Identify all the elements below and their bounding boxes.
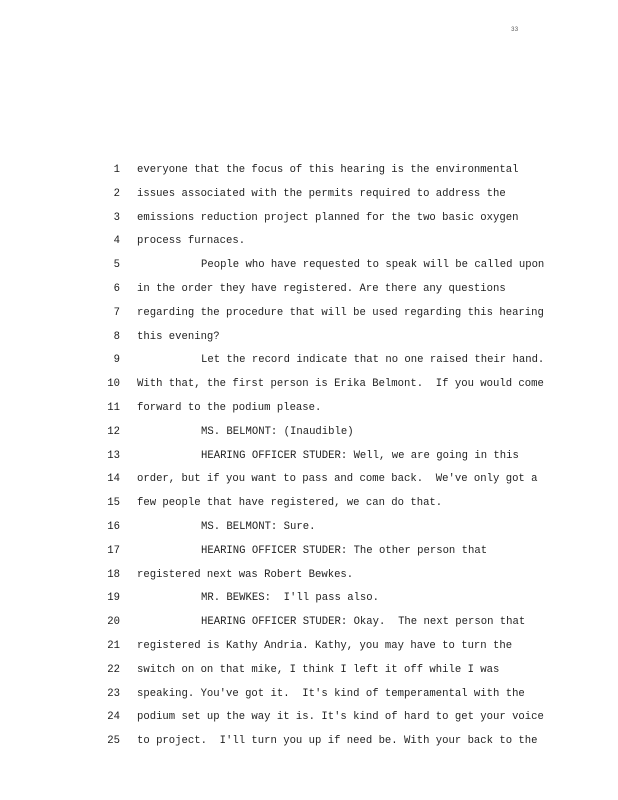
transcript-line: [0, 349, 618, 373]
transcript-line: [0, 230, 618, 254]
line-text: this evening?: [137, 330, 220, 343]
line-text: switch on on that mike, I think I left it off while I was: [137, 663, 500, 676]
transcript-line: [0, 445, 618, 469]
line-text: HEARING OFFICER STUDER: Well, we are going in this: [201, 449, 519, 462]
line-number: 21: [107, 639, 120, 652]
line-number: 16: [107, 520, 120, 533]
line-text: issues associated with the permits required to address the: [137, 187, 506, 200]
transcript-line: [0, 611, 618, 635]
line-number: 20: [107, 616, 120, 629]
line-text: process furnaces.: [137, 235, 246, 248]
transcript-line: [0, 683, 618, 707]
line-text: Let the record indicate that no one raised their hand.: [201, 354, 545, 367]
line-text: few people that have registered, we can do that.: [137, 497, 443, 510]
line-number: 17: [107, 544, 120, 557]
line-text: to project. I'll turn you up if need be. With your back to the: [137, 735, 538, 748]
transcript-line: [0, 373, 618, 397]
line-number: 13: [107, 449, 120, 462]
line-number: 18: [107, 568, 120, 581]
line-text: in the order they have registered. Are there any questions: [137, 282, 506, 295]
line-text: order, but if you want to pass and come back. We've only got a: [137, 473, 538, 486]
transcript-line: [0, 564, 618, 588]
line-number: 3: [113, 211, 120, 224]
transcript-line: [0, 730, 618, 754]
line-number: 8: [113, 330, 120, 343]
transcript-line: [0, 468, 618, 492]
line-text: HEARING OFFICER STUDER: Okay. The next person that: [201, 616, 526, 629]
line-number: 2: [113, 187, 120, 200]
line-number: 4: [113, 235, 120, 248]
transcript-line: [0, 492, 618, 516]
transcript-line: [0, 278, 618, 302]
line-text: MS. BELMONT: (Inaudible): [201, 425, 354, 438]
transcript-line: [0, 254, 618, 278]
line-number: 12: [107, 425, 120, 438]
transcript-line: [0, 421, 618, 445]
line-number: 22: [107, 663, 120, 676]
line-number: 23: [107, 687, 120, 700]
transcript-line: [0, 207, 618, 231]
line-text: MR. BEWKES: I'll pass also.: [201, 592, 380, 605]
line-number: 9: [113, 354, 120, 367]
transcript-line: [0, 635, 618, 659]
page-number: 33: [511, 26, 519, 33]
line-number: 7: [113, 306, 120, 319]
line-text: registered next was Robert Bewkes.: [137, 568, 354, 581]
line-number: 5: [113, 259, 120, 272]
line-number: 25: [107, 735, 120, 748]
line-text: MS. BELMONT: Sure.: [201, 520, 316, 533]
transcript-line: [0, 659, 618, 683]
line-text: emissions reduction project planned for the two basic oxygen: [137, 211, 519, 224]
line-number: 10: [107, 378, 120, 391]
transcript-line: [0, 706, 618, 730]
line-number: 24: [107, 711, 120, 724]
line-text: podium set up the way it is. It's kind of hard to get your voice: [137, 711, 544, 724]
line-number: 11: [107, 401, 120, 414]
transcript-line: [0, 587, 618, 611]
line-number: 19: [107, 592, 120, 605]
line-number: 6: [113, 282, 120, 295]
transcript-line: [0, 159, 618, 183]
transcript-line: [0, 540, 618, 564]
transcript-line: [0, 183, 618, 207]
line-text: speaking. You've got it. It's kind of temperamental with the: [137, 687, 525, 700]
line-number: 14: [107, 473, 120, 486]
line-text: People who have requested to speak will be called upon: [201, 259, 545, 272]
line-text: forward to the podium please.: [137, 401, 322, 414]
transcript-line: [0, 516, 618, 540]
transcript-line: [0, 302, 618, 326]
line-text: registered is Kathy Andria. Kathy, you may have to turn the: [137, 639, 513, 652]
line-number: 15: [107, 497, 120, 510]
transcript-body: [0, 159, 618, 754]
line-text: With that, the first person is Erika Belmont. If you would come: [137, 378, 544, 391]
line-text: regarding the procedure that will be used regarding this hearing: [137, 306, 544, 319]
line-text: everyone that the focus of this hearing is the environmental: [137, 164, 519, 176]
transcript-line: [0, 326, 618, 350]
transcript-line: [0, 397, 618, 421]
line-text: HEARING OFFICER STUDER: The other person that: [201, 544, 488, 557]
line-number: 1: [113, 164, 120, 176]
